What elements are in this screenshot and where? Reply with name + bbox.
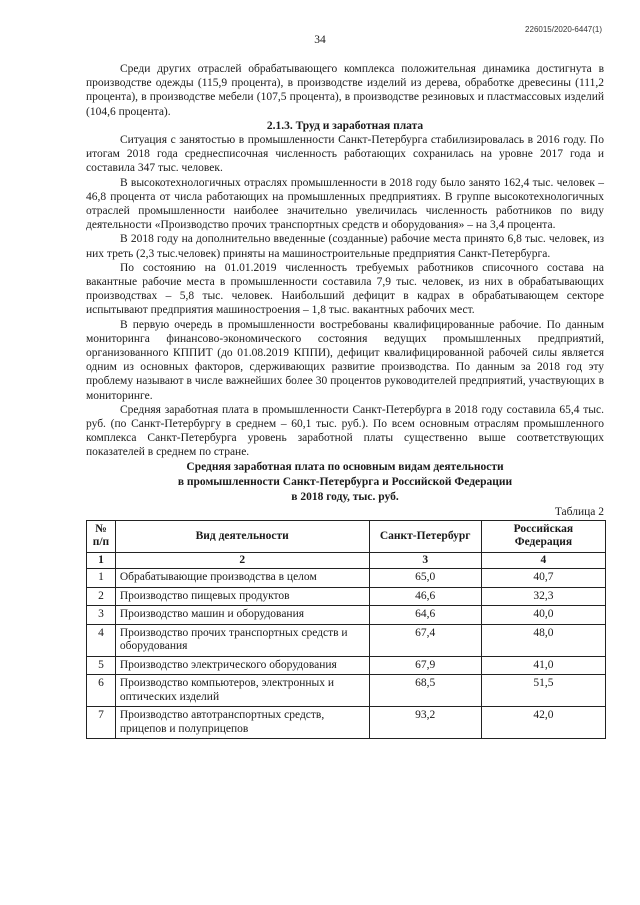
row-activity: Производство машин и оборудования [115,606,369,625]
row-spb-value: 67,4 [369,624,481,656]
row-number: 1 [87,569,116,588]
row-activity: Производство компьютеров, электронных и оптических изделий [115,675,369,707]
row-rf-value: 41,0 [481,656,605,675]
header-activity: Вид деятельности [115,520,369,552]
row-spb-value: 68,5 [369,675,481,707]
table-row [87,707,606,739]
row-rf-value: 32,3 [481,587,605,606]
row-spb-value: 64,6 [369,606,481,625]
row-rf-value: 40,0 [481,606,605,625]
paragraph-vacancies: По состоянию на 01.01.2019 численность требуемых работников списочного состава на вакантные рабочие места в промышленности составила 7,9 тыс. человек, из них в обрабатывающих производствах – 5,8 тыс. человек. Наибольший дефицит в кадрах в обрабатывающем секторе испытывают предприятия машиностроения – 1,8 тыс. вакантных рабочих мест. [86,261,604,317]
paragraph-employment: Ситуация с занятостью в промышленности Санкт-Петербурга стабилизировалась в 2016 году. По итогам 2018 года среднесписочная численность работающих сохранилась на уровне 2017 года и составила 347 тыс. человек. [86,134,604,175]
table-row [87,675,606,707]
section-title: 2.1.3. Труд и заработная плата [266,119,424,132]
row-spb-value: 46,6 [369,587,481,606]
column-index: 1 [87,552,116,569]
row-number: 6 [87,675,116,707]
table-title-line: в 2018 году, тыс. руб. [291,490,399,503]
table-row [87,624,606,656]
paragraph-industry-dynamics: Среди других отраслей обрабатывающего комплекса положительная динамика достигнута в производстве одежды (115,9 процента), в производстве изделий из дерева, обработке древесины (111,2 процента), в производстве мебели (107,5 процента), в производстве резиновых и пластмассовых изделий (104,6 процента). [86,63,604,118]
row-rf-value: 51,5 [481,675,605,707]
wage-table [86,520,606,740]
paragraph-new-jobs: В 2018 году на дополнительно введенные (созданные) рабочие места принято 6,8 тыс. человек, из них треть (2,3 тыс.человек) приняты на машиностроительные предприятия Санкт-Петербурга. [86,233,604,260]
table-title-line: в промышленности Санкт-Петербурга и Российской Федерации [177,475,513,488]
table-row [87,606,606,625]
column-index: 4 [481,552,605,569]
row-rf-value: 48,0 [481,624,605,656]
row-spb-value: 67,9 [369,656,481,675]
row-number: 3 [87,606,116,625]
document-body [86,62,604,739]
paragraph-hightech: В высокотехнологичных отраслях промышленности в 2018 году было занято 162,4 тыс. человек – 46,8 процента от числа работающих на промышленных предприятиях. В группе высокотехнологичных отраслей промышленности наиболее значительно увеличилась численность работников по виду деятельности «Производство прочих транспортных средств и оборудования» – на 3,4 процента. [86,176,604,232]
row-rf-value: 40,7 [481,569,605,588]
row-number: 5 [87,656,116,675]
row-activity: Производство электрического оборудования [115,656,369,675]
header-rf: Российская Федерация [481,520,605,552]
table-title [86,460,604,505]
row-number: 4 [87,624,116,656]
paragraph-wages: Средняя заработная плата в промышленности Санкт-Петербурга в 2018 году составила 65,4 тыс. руб. (по Санкт-Петербургу в среднем – 60,1 тыс. руб.). По всем основным отраслям промышленного комплекса Санкт-Петербурга уровень заработной платы существенно выше соответствующих показателей в среднем по стране. [86,403,604,459]
table-title-line: Средняя заработная плата по основным видам деятельности [186,460,504,473]
row-rf-value: 42,0 [481,707,605,739]
row-spb-value: 65,0 [369,569,481,588]
column-index-row [87,552,606,569]
column-index: 3 [369,552,481,569]
table-row [87,587,606,606]
row-activity: Обрабатывающие производства в целом [115,569,369,588]
row-number: 2 [87,587,116,606]
row-activity: Производство автотранспортных средств, прицепов и полуприцепов [115,707,369,739]
page-number: 34 [314,34,326,46]
row-number: 7 [87,707,116,739]
header-num: № п/п [87,520,116,552]
paragraph-qualified-workers: В первую очередь в промышленности востребованы квалифицированные рабочие. По данным мониторинга финансово-экономического состояния ведущих промышленных предприятий, организованного КППИТ (до 01.08.2019 КППИ), дефицит квалифицированной рабочей силы является одним из основных факторов, сдерживающих развитие производства. По данным за 2018 год эту проблему называют в числе важнейших более 30 процентов руководителей предприятий, участвующих в мониторинге. [86,318,604,402]
table-row [87,569,606,588]
row-activity: Производство пищевых продуктов [115,587,369,606]
row-spb-value: 93,2 [369,707,481,739]
row-activity: Производство прочих транспортных средств и оборудования [115,624,369,656]
table-row [87,656,606,675]
document-id: 226015/2020-6447(1) [525,25,602,34]
column-index: 2 [115,552,369,569]
header-spb: Санкт-Петербург [369,520,481,552]
table-label: Таблица 2 [554,505,604,518]
